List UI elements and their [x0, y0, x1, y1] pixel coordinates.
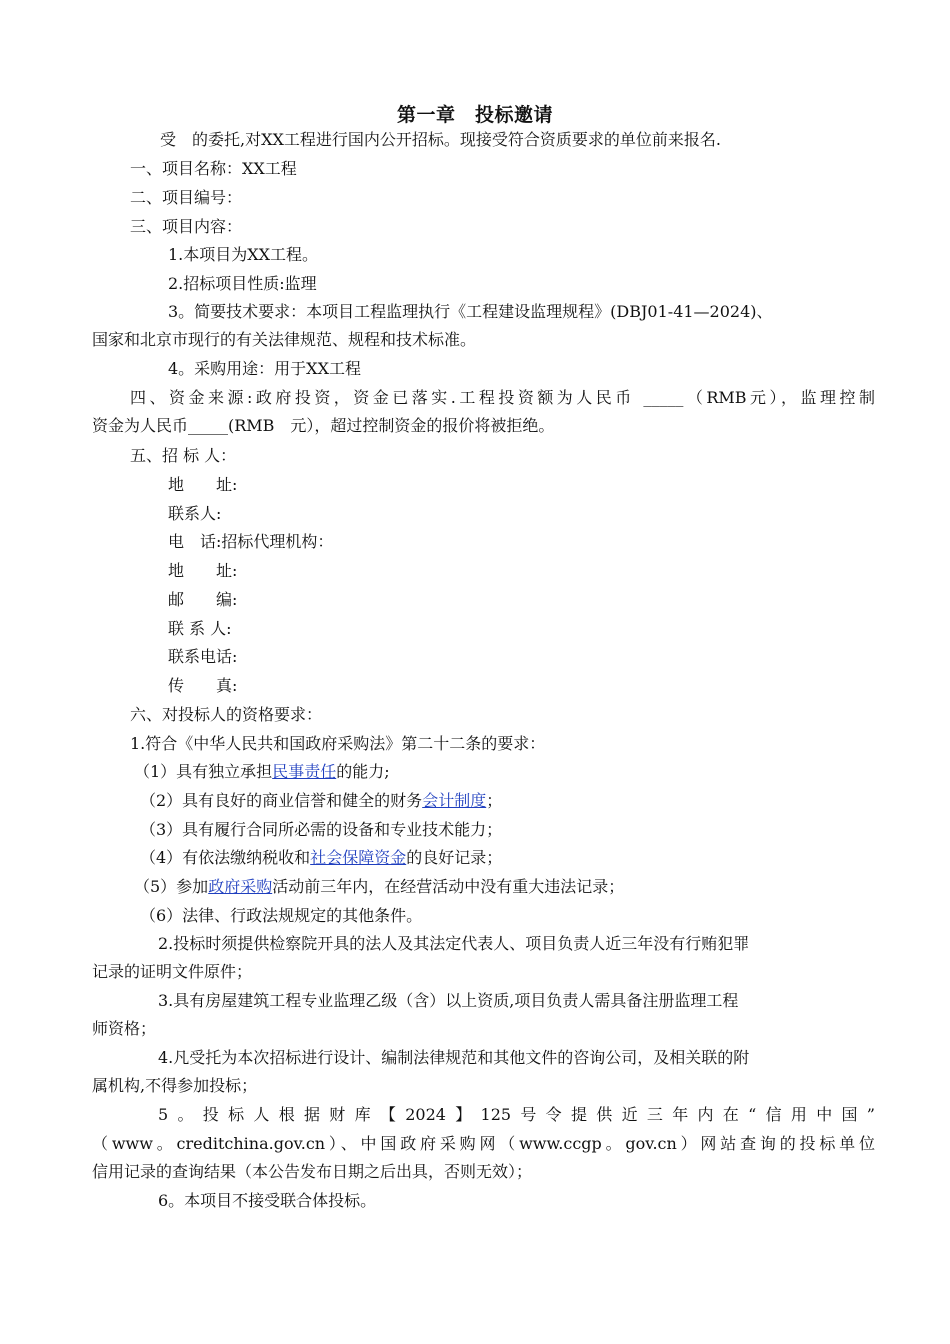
funding-source-line-1: 四、资金来源:政府投资，资金已落实.工程投资额为人民币 _____（RMB元），监理控制: [130, 388, 875, 407]
qualification-5-line-3: 信用记录的查询结果（本公告发布日期之后出具，否则无效）；: [92, 1162, 533, 1181]
qualification-5-line-2: （www。creditchina.gov.cn）、中国政府采购网（www.ccgp。gov.cn）网站查询的投标单位: [92, 1134, 875, 1153]
qualification-1-1-text-b: 的能力;: [336, 762, 390, 781]
tenderer-phone: 电 话:招标代理机构：: [168, 532, 334, 551]
qualification-4-line-1: 4.凡受托为本次招标进行设计、编制法律规范和其他文件的咨询公司，及相关联的附: [158, 1048, 750, 1067]
content-line-2: 2.招标项目性质:监理: [168, 274, 317, 293]
item-project-content: 三、项目内容：: [130, 217, 243, 236]
qualification-1-2: [140, 791, 502, 811]
qualification-2-line-2: 记录的证明文件原件；: [92, 962, 253, 981]
content-line-4: 4。采购用途：用于XX工程: [168, 359, 361, 378]
agency-fax: 传 真:: [168, 676, 238, 695]
qualification-1-5-text-b: 活动前三年内，在经营活动中没有重大违法记录；: [272, 877, 625, 896]
tenderer-address: 地 址:: [168, 475, 238, 494]
tenderer-heading: 五、招 标 人：: [130, 446, 237, 465]
page-title: 第一章 投标邀请: [396, 104, 553, 126]
intro-paragraph: 受 的委托,对XX工程进行国内公开招标。现接受符合资质要求的单位前来报名.: [160, 130, 721, 149]
agency-postcode: 邮 编:: [168, 590, 238, 609]
qualification-1-1-text-a: （1）具有独立承担: [134, 762, 273, 781]
qualification-1-3: （3）具有履行合同所必需的设备和专业技术能力；: [140, 820, 503, 839]
qualification-3-line-1: 3.具有房屋建筑工程专业监理乙级（含）以上资质,项目负责人需具备注册监理工程: [158, 991, 739, 1010]
link-government-procurement[interactable]: 政府采购: [208, 877, 273, 896]
item-project-number: 二、项目编号：: [130, 188, 243, 207]
qualification-1-6: （6）法律、行政法规规定的其他条件。: [140, 906, 423, 925]
content-line-3b: 国家和北京市现行的有关法律规范、规程和技术标准。: [92, 330, 477, 349]
link-civil-liability[interactable]: 民事责任: [272, 762, 337, 781]
agency-contact: 联 系 人:: [168, 619, 232, 638]
qualification-5-line-1: 5。投标人根据财库【2024】125号令提供近三年内在“信用中国”: [158, 1105, 875, 1124]
qualification-4-line-2: 属机构,不得参加投标；: [92, 1076, 258, 1095]
qualification-6: 6。本项目不接受联合体投标。: [158, 1191, 377, 1210]
item-project-name: 一、项目名称：XX工程: [130, 159, 297, 178]
qualification-1-1: [134, 762, 390, 782]
content-line-3a: 3。简要技术要求：本项目工程监理执行《工程建设监理规程》(DBJ01-41—2024)、: [168, 302, 773, 321]
agency-tel: 联系电话:: [168, 647, 238, 666]
link-social-security-funds[interactable]: 社会保障资金: [310, 848, 407, 867]
qualification-1-5-text-a: （5）参加: [134, 877, 209, 896]
agency-address: 地 址:: [168, 561, 238, 580]
link-accounting-system[interactable]: 会计制度: [422, 791, 487, 810]
qualification-1-4-text-a: （4）有依法缴纳税收和: [140, 848, 311, 867]
qualification-1-5: [134, 877, 624, 897]
tenderer-contact: 联系人:: [168, 504, 222, 523]
funding-source-line-2: 资金为人民币_____(RMB 元），超过控制资金的报价将被拒绝。: [92, 416, 555, 435]
content-line-1: 1.本项目为XX工程。: [168, 245, 319, 264]
qualification-2-line-1: 2.投标时须提供检察院开具的法人及其法定代表人、项目负责人近三年没有行贿犯罪: [158, 934, 750, 953]
qualification-1-4-text-b: 的良好记录；: [406, 848, 503, 867]
qualification-1-4: [140, 848, 502, 868]
qualification-3-line-2: 师资格；: [92, 1019, 157, 1038]
qualification-1: 1.符合《中华人民共和国政府采购法》第二十二条的要求：: [130, 734, 546, 753]
qualification-1-2-text-b: ；: [486, 791, 503, 810]
qualification-heading: 六、对投标人的资格要求：: [130, 705, 323, 724]
qualification-1-2-text-a: （2）具有良好的商业信誉和健全的财务: [140, 791, 423, 810]
